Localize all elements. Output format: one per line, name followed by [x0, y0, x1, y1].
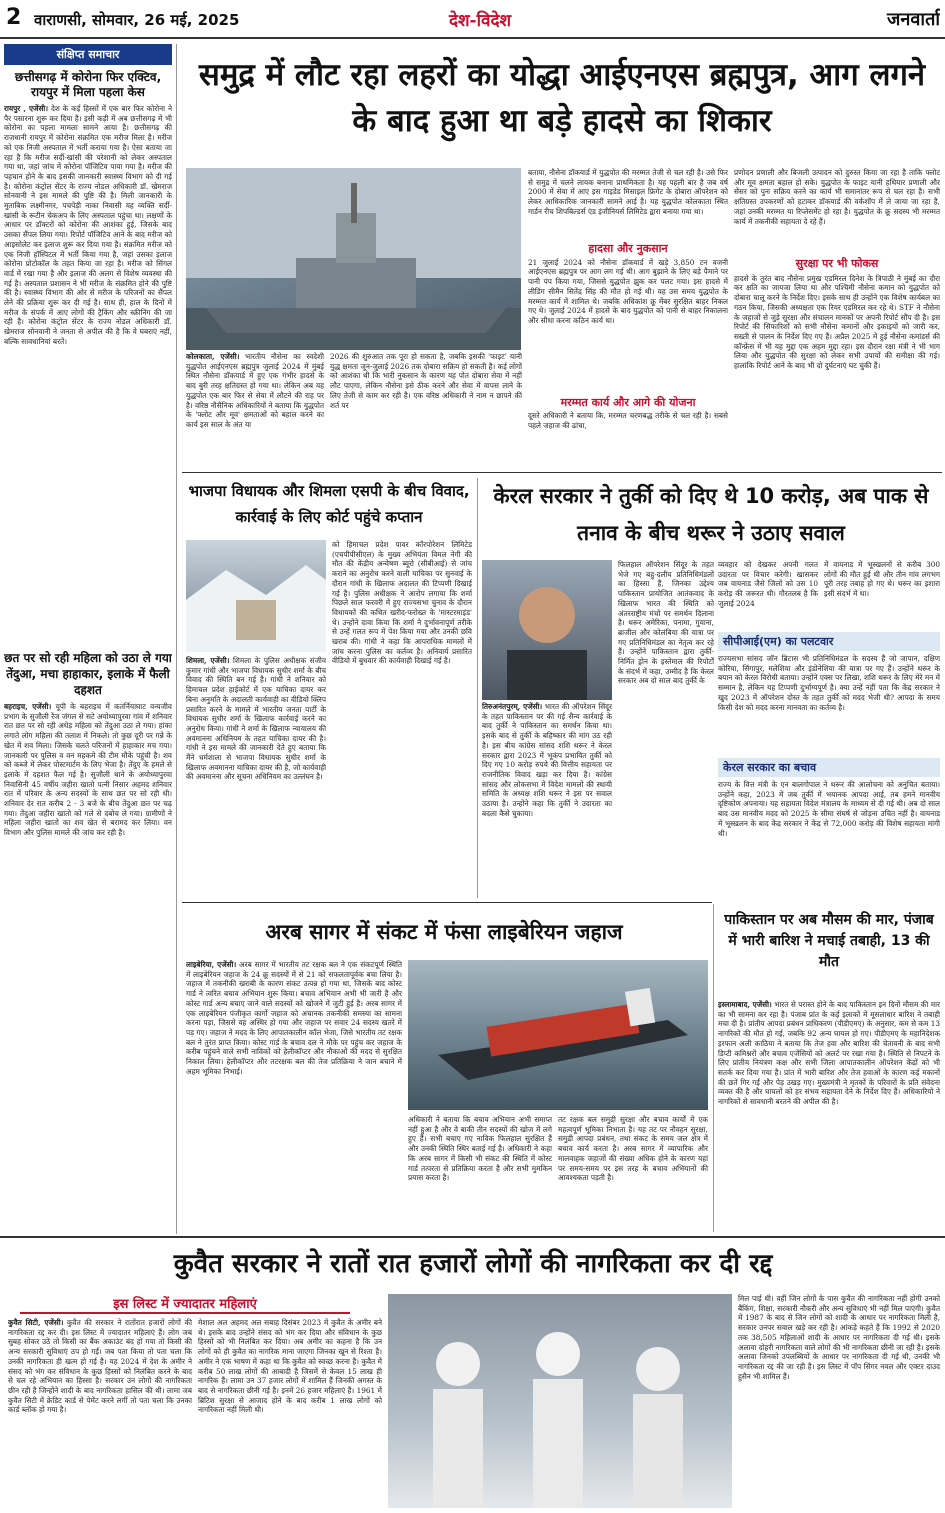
lead-col2: 2026 की शुरुआत तक पूरा हो सकता है, जबकि इसकी 'फाइट' यानी युद्ध क्षमता जून-जुलाई 2026 तक दोबारा सक्रिय हो सकती है। कई लोगों को आशंका थी कि भारी नुकसान के कारण यह पोत दोबारा सेवा में नहीं लौट पाएगा, लेकिन नौसेना इसे ठीक करने और सेवा में वापस लाने के लिए तेजी से काम कर रही है। एक वरिष्ठ अधिकारी ने नाम न छापने की शर्त पर: [330, 352, 522, 410]
section-name: देश-विदेश: [448, 11, 512, 31]
brief-story1-dateline: रायपुर , एजेंसी।: [4, 104, 49, 113]
snow-hills-illustration: [186, 540, 326, 652]
vertical-divider-mid: [477, 478, 478, 898]
masthead-rule: [0, 37, 945, 39]
liberia-col2: अधिकारी ने बताया कि बचाव अभियान अभी समाप्त नहीं हुआ है और वे बाकी तीन सदस्यों की खोज में लगे हुए हैं। सभी बचाए गए नाविक फिलहाल सुरक्षित हैं और उनकी स्थिति स्थिर बताई गई है। अधिकारी ने कहा कि अरब सागर में किसी भी संकट की स्थिति में कोस्ट गार्ड तत्परता से प्रतिक्रिया करता है और सभी मुमकिन प्रयास करता है।: [408, 1115, 552, 1183]
kuwait-dateline: कुवैत सिटी, एजेंसी।: [8, 1318, 64, 1327]
lead-col3: बताया, नौसेना डॉकयार्ड में युद्धपोत की मरम्मत तेजी से चल रही है। उसे फिर से समुद्र में चलने लायक बनाना प्राथमिकता है। यह पहली बार है जब वर्ष 2000 में सेवा में आए इस गाइडेड मिसाइल फ्रिगेट के दोबारा ऑपरेशन को लेकर आधिकारिक जानकारी सामने आई है। यह युद्धपोत कोलकाता स्थित गार्डन रीच शिपबिल्डर्स एंड इंजीनियर्स लिमिटेड द्वारा बनाया गया था। हादसा और नुकसान 21 जुलाई 2024 को नौसेना डॉकयार्ड में खड़े 3,850 टन वजनी आईएनएस ब्रह्मपुत्र पर आग लग गई थी। आग बुझाने के लिए बड़े पैमाने पर पानी पंप किया गया, जिससे युद्धपोत झुक कर पलट गया। इस हादसे में लीडिंग सीमैन सितेंद्र सिंह की मौत हो गई थी। वह उस समय युद्धपोत के मरम्मत कार्य में शामिल थे। जबकि अधिकांश क्रू मेंबर सुरक्षित बाहर निकल गए थे। जुलाई 2024 में हादसे के बाद युद्धपोत को पानी से बाहर निकालना और सीधा करना कठिन कार्य था। मरम्मत कार्य और आगे की योजना दूसरे अधिकारी ने बताया कि, मरम्मत चरणबद्ध तरीके से चल रही है। सबसे पहले जहाज की ढांचा,: [528, 168, 728, 431]
lead-subhead-accident: हादसा और नुकसान: [588, 242, 668, 255]
cpm-box: [718, 632, 940, 894]
person-illustration: [482, 560, 612, 700]
kuwait-photo: [388, 1294, 732, 1508]
liberia-col3: तट रक्षक बल समुद्री सुरक्षा और बचाव कार्यों में एक महत्वपूर्ण भूमिका निभाता है। यह तट पर नौवहन सुरक्षा, समुद्री आपदा प्रबंधन, तथा संकट के समय जल क्षेत्र में बचाव कार्य करता है। अरब सागर में व्यापारिक और मालवाहक जहाजों की संख्या अधिक होने के कारण यहां पर समय-समय पर इस तरह के बचाव अभियानों की आवश्यकता पड़ती है।: [558, 1115, 708, 1183]
kerala-col4: में वायनाड में भूस्खलनों से करीब 300 लोगों की मौत हुई थी और तीन गांव लगभग पूरी तरह तबाह हो गए थे। थरूर का इशारा इसी संदर्भ में था।: [824, 560, 940, 599]
lead-dateline: कोलकाता, एजेंसी।: [186, 352, 240, 361]
kerala-col3: व्यवहार को देखकर अपनी गलत उदारता पर विचार करेगी। खासकर जब वायनाड जैसे जिलों को उस 10 करोड़ की जरूरत थी। गौरतलब है कि जुलाई 2024: [718, 560, 818, 608]
kerala-dateline: तिरुअनंतपुरम्, एजेंसी।: [482, 702, 543, 711]
brief-story2-text: यूपी के बहराइच में कतर्नियाघाट वन्यजीव प्रभाग के सुजौली रेंज जंगल से सटे अयोध्यापुरवा गांव में शनिवार रात छत पर सो रही अधेड़ महिला को तेंदुआ उठा ले गया। हांका लगाते लोग महिला की तलाश में निकले। तो कुछ दूरी पर गन्ने के खेत में शव मिला। जिसके चलते परिजनों में हाहाकार मच गया। जानकारी पर पुलिस व वन महकमे की टीम मौके पहुंची है। शव को कब्जे में लेकर पोस्टमार्टम के लिए भेजा है। तेंदुए के हमले से इलाके में दहशत फैल गई है। सुजौली थाने के अयोध्यापुरवा निवासिनी 45 वर्षीय जहीरा खातो पत्नी निसार अहमद शनिवार रात में परिवार के अन्य सदस्यों के साथ छत पर सो रही थी। शनिवार देर रात करीब 2 - 3 बजे के बीच तेंदुआ छत पर चढ़ गया। तेंदुआ जहीरा खातो को गले से दबोच ले गया। ग्रामीणों ने महिला जहीरा खातो का शव खेत से बरामद कर लिया। वन विभाग और पुलिस मामले की जांच कर रही है।: [4, 702, 172, 838]
kerala-defence-heading: केरल सरकार का बचाव: [718, 758, 940, 777]
cargo-ship-illustration: [408, 960, 708, 1110]
brief-story1-headline: छत्तीसगढ़ में कोरोना फिर एक्टिव, रायपुर में मिला पहला केस: [14, 70, 162, 99]
lead-bottom-rule: [182, 472, 942, 473]
lead-subhead-repair: मरम्मत कार्य और आगे की योजना: [560, 395, 696, 409]
brief-story2-body: [4, 702, 172, 1202]
shimla-col1: शिमला, एजेंसी। शिमला के पुलिस अधीक्षक संजीव कुमार गांधी और भाजपा विधायक सुधीर शर्मा के बीच विवाद की स्थिति बन गई है। गांधी ने शनिवार को हिमाचल प्रदेश हाईकोर्ट में एक याचिका दायर कर बिना अनुमति के अदालती कार्यवाही का वीडियो क्लिप प्रसारित करने के मामले में भारतीय जनता पार्टी के विधायक सुधीर शर्मा के खिलाफ कार्रवाई करने का अनुरोध किया। गांधी ने शर्मा के खिलाफ न्यायालय की अवमानना अधिनियम के तहत याचिका दायर की है। गांधी ने इस मामले की जानकारी देते हुए बताया कि मैंने धर्मशाला से भाजपा विधायक सुधीर शर्मा के खिलाफ अवमानना याचिका दायर की है, जो कार्यवाही की अवमानना और सूचना अधिनियम का उल्लंघन है।: [186, 656, 326, 782]
pakistan-body: इस्लामाबाद, एजेंसी। भारत से परास्त होने के बाद पाकिस्तान इन दिनों मौसम की मार का भी सामना कर रहा है। पंजाब प्रांत के कई इलाकों में मूसलाधार बारिश ने तबाही मचा दी है। प्रांतीय आपदा प्रबंधन प्राधिकरण (पीडीएमए) के अनुसार, कम से कम 13 नागरिकों की मौत हो गई, जबकि 92 अन्य घायल हो गए। पीडीएमए के महानिदेशक इरफान अली काठिया ने बताया कि तेज हवा और बारिश की चेतावनी के बाद सभी डिप्टी कमिश्नरों और बचाव एजेंसियों को अलर्ट पर रखा गया है। स्थिति से निपटने के लिए प्रांतीय नियंत्रण कक्ष और सभी जिला आपातकालीन ऑपरेशन केंद्रों को भी सतर्क कर दिया गया है। प्रांत में भारी बारिश और तेज हवाओं के कारण कई मकानों की छतें गिर गईं और पेड़ उखड़ गए। मुख्यमंत्री ने मृतकों के परिवारों के प्रति संवेदना व्यक्त की है और घायलों को हर संभव सहायता देने के निर्देश दिए हैं। अधिकारियों ने नागरिकों से सावधानी बरतने की अपील की है।: [718, 1000, 940, 1107]
cpm-box-heading: सीपीआई(एम) का पलटवार: [718, 632, 940, 651]
kuwait-col3: मिल पाई थी। वहीं जिन लोगों के पास कुवैत की नागरिकता नहीं होगी उनको बैंकिंग, शिक्षा, सरकारी नौकरी और अन्य सुविधाएं भी नहीं मिल पाएंगी। कुवैत में 1987 के बाद से जिन लोगों को शादी के आधार पर नागरिकता मिली है, सरकार उनपर सवाल खड़े कर रही है। आंकड़े कहते हैं कि 1992 से 2020 तक 38,505 महिलाओं शादी के आधार पर नागरिकता दी गई थी। इसके अलावा दोहरी नागरिकता वाले लोगों की भी नागरिकता छीनी जा रही है। इसके अलावा जिनको उपलब्धियों के आधार पर नागरिकता दी गई थी, उनकी भी नागरिकता रद्द की जा रही है। इस लिस्ट में पॉप सिंगर नवल और एक्टर दाउद हुसैन भी शामिल हैं।: [738, 1294, 940, 1381]
kerala-col1: तिरुअनंतपुरम्, एजेंसी। भारत की ऑपरेशन सिंदूर के तहत पाकिस्तान पर की गई सैन्य कार्रवाई के बाद तुर्की ने पाकिस्तान का समर्थन किया था। इसके बाद से तुर्की के बहिष्कार की मांग उठ रही है। इस बीच कांग्रेस सांसद शशि थरूर ने केरल सरकार द्वारा 2023 में भूकंप प्रभावित तुर्की को दिए गए 10 करोड़ रुपये की वित्तीय सहायता पर राजनीतिक विवाद खड़ा कर दिया है। कांग्रेस सांसद और लोकसभा में विदेश मामलों की स्थायी समिति के अध्यक्ष शशि थरूर ने इस पर सवाल उठाया है। उन्होंने कहा कि तुर्की ने उदारता का बदला कैसे चुकाया।: [482, 702, 612, 818]
cpm-box-body: राज्यसभा सांसद जॉन ब्रिटास भी प्रतिनिधिमंडल के सदस्य हैं जो जापान, दक्षिण कोरिया, सिंगापुर, मलेशिया और इंडोनेशिया की यात्रा पर गए हैं। उन्होंने थरूर के बयान को केरल विरोधी बताया। उन्होंने एक्स पर लिखा, शशि थरूर के लिए मेरे मन में सम्मान है, लेकिन यह टिप्पणी दुर्भाग्यपूर्ण है। क्या उन्हें नहीं पता कि केंद्र सरकार ने खुद 2023 में ऑपरेशन दोस्त के तहत तुर्की को मदद भेजी थी? आपदा के समय किसी देश को मदद करना मानवता का कर्तव्य है।: [718, 654, 940, 712]
brief-story1-body: [4, 104, 172, 644]
shimla-dateline: शिमला, एजेंसी।: [186, 656, 230, 665]
vertical-divider-right: [713, 904, 714, 1232]
women-group-illustration: [388, 1294, 732, 1508]
liberia-col1: लाइबेरिया, एजेंसी। अरब सागर में भारतीय तट रक्षक बल ने एक संकटपूर्ण स्थिति में लाइबेरियन जहाज के 24 क्रू सदस्यों में से 21 को सफलतापूर्वक बचा लिया है। जहाज में तकनीकी खराबी के कारण संकट उत्पन्न हो गया था, जिसके बाद कोस्ट गार्ड ने त्वरित बचाव अभियान शुरू किया। बचाव अभियान अभी भी जारी है और कोस्ट गार्ड अन्य बचाए जाने वाले सदस्यों को खोजने में जुटी हुई है। अरब सागर में एक लाइबेरियन पंजीकृत कार्गो जहाज को अचानक तकनीकी समस्या का सामना करना पड़ा, जिससे वह अस्थिर हो गया और जहाज पर सवार 24 सदस्य खतरे में पड़ गए। जहाज ने मदद के लिए आपातकालीन कॉल भेजा, जिसे भारतीय तट रक्षक बल ने तुरंत प्राप्त किया। कोस्ट गार्ड के बचाव दल ने मौके पर पहुंच कर जहाज के करीब पहुंचने वाले सभी नाविकों को हेलीकॉप्टर और नौकाओं की मदद से सुरक्षित निकाल लिया। हेलीकॉप्टर और तटरक्षक बल की तेज प्रतिक्रिया ने जान बचाने में अहम भूमिका निभाई।: [186, 960, 402, 1076]
kuwait-col1: कुवैत सिटी, एजेंसी। कुवैत की सरकार ने रातोंरात हजारों लोगों की नागरिकता रद्द कर दी। इस लिस्ट में ज्यादातर महिलाएं हैं। लोग जब सुबह सोकर उठे तो किसी का बैंक अकाउंट बंद हो गया तो किसी की अन्य सरकारी सुविधाएं ठप हो गईं। जब पता किया तो पता चला कि उनकी नागरिकता ही खत्म हो गई है। यह 2024 में देश के अमीर ने संसद को भंग कर संविधान के कुछ हिस्सों को निलंबित करने के बाद से चल रहे अभियान का हिस्सा है। सरकार उन लोगों की नागरिकता छीन रही है जिन्होंने शादी के बाद नागरिकता हासिल की थी। लामा जब कुवैत सिटी में क्रेडिट कार्ड से पेमेंट करने लगीं तो पता चला कि उनका कार्ड ब्लॉक हो गया है।: [8, 1318, 192, 1415]
brief-story1-text: देश के कई हिस्सों में एक बार फिर कोरोना ने पैर पसारना शुरू कर दिया है। इसी कड़ी में अब छत्तीसगढ़ में भी कोरोना का पहला मामला सामने आया है। छत्तीसगढ़ की राजधानी रायपुर में कोरोना संक्रमित एक मरीज मिला है। मरीज को एक निजी अस्पताल में भर्ती कराया गया है। ऐसा बताया जा रहा है कि मरीज सर्दी-खांसी की परेशानी को लेकर अस्पताल गया था, जहां जांच में कोरोना पॉजिटिव पाया गया है। मरीज की पहचान होने के बाद इसकी जानकारी स्वास्थ्य विभाग को दी गई है। कोरोना कंट्रोल सेंटर के राज्य नोडल अधिकारी डॉ. खेमराज सोनवानी ने इस मामले की पुष्टि की है। मिली जानकारी के मुताबिक लक्ष्मीनगर, पचपेड़ी नाका निवासी यह व्यक्ति सर्दी-खांसी के रूटीन चेकअप के लिए अस्पताल पहुंचा था। लक्षणों के आधार पर डॉक्टरों को कोरोना की आशंका हुई, जिसके बाद उसका सैंपल लिया गया। रिपोर्ट पॉजिटिव आने के बाद मरीज को आइसोलेट कर इलाज शुरू कर दिया गया है। संक्रमित मरीज को एक निजी हॉस्पिटल में भर्ती किया गया है, जहां उसका इलाज कोरोना प्रोटोकॉल के तहत किया जा रहा है। मरीज को सिंगल वार्ड में रखा गया है और इलाज की अलग से विशेष व्यवस्था की गई है। अस्पताल प्रशासन ने भी मरीज के संक्रमित होने की पुष्टि की है। स्वास्थ्य विभाग की ओर से मरीज के परिजनों का सैंपल लेने की प्रक्रिया शुरू कर दी गई है। साथ ही, हाल के दिनों में मरीज के संपर्क में आए लोगों की ट्रैकिंग और स्क्रीनिंग की जा रही है। कोरोना कंट्रोल सेंटर के राज्य नोडल अधिकारी डॉ. खेमराज सोनवानी ने जनता से अपील की है कि वे घबराएं नहीं, बल्कि सावधानियां बरतें।: [4, 104, 172, 346]
kerala-defence-body: राज्य के वित्त मंत्री के एन बालगोपाल ने थरूर की आलोचना को अनुचित बताया। उन्होंने कहा, 2023 में जब तुर्की में भयानक आपदा आई, तब हमने मानवीय दृष्टिकोण अपनाया। यह सहायता विदेश मंत्रालय के माध्यम से दी गई थी। अब दो साल बाद उस मानवीय मदद को 2025 के सीमा संघर्ष से जोड़ना उचित नहीं है। वायनाड में भूस्खलन के बाद केंद्र सरकार ने केंद्र से 72,000 करोड़ की विशेष सहायता मांगी थी।: [718, 780, 940, 838]
kerala-col2: फिलहाल ऑपरेशन सिंदूर के तहत भेजे गए बहु-दलीय प्रतिनिधिमंडलों का हिस्सा हैं, जिनका उद्देश्य पाकिस्तान प्रायोजित आतंकवाद के खिलाफ भारत की स्थिति को अंतरराष्ट्रीय मंचों पर समर्थन दिलाना है। थरूर अमेरिका, पनामा, गुयाना, ब्राजील और कोलंबिया की यात्रा पर गए प्रतिनिधिमंडल का नेतृत्व कर रहे हैं। उन्होंने पाकिस्तान द्वारा तुर्की-निर्मित ड्रोन के इस्तेमाल की रिपोर्टों के संदर्भ में कहा, उम्मीद है कि केरल सरकार अब दो साल बाद तुर्की के: [618, 560, 714, 686]
kuwait-subhead: इस लिस्ट में ज्यादातर महिलाएं: [20, 1294, 350, 1314]
brief-label: संक्षिप्त समाचार: [4, 44, 172, 65]
ship-photo: [408, 960, 708, 1110]
warship-illustration: [186, 168, 521, 350]
lower-rule: [0, 1236, 945, 1238]
shimla-photo: [186, 540, 326, 652]
warship-photo: [186, 168, 521, 350]
kerala-headline: केरल सरकार ने तुर्की को दिए थे 10 करोड़, अब पाक से तनाव के बीच थरूर ने उठाए सवाल: [493, 484, 929, 545]
tharoor-photo: [482, 560, 612, 700]
page-number: 2: [6, 5, 22, 30]
liberia-headline: अरब सागर में संकट में फंसा लाइबेरियन जहाज: [265, 920, 623, 944]
pakistan-dateline: इस्लामाबाद, एजेंसी।: [718, 1000, 772, 1009]
brief-news-column: [4, 44, 172, 1234]
lead-col4: प्रणोदन प्रणाली और बिजली उत्पादन को दुरुस्त किया जा रहा है ताकि फ्लोट और मूव क्षमता बहाल हो सके। युद्धपोत के फाइट यानी हथियार प्रणाली और सेंसर को पुनः सक्रिय करने का कार्य भी समानांतर रूप से चल रहा है। सभी क्षतिग्रस्त उपकरणों को हटाकर डॉकयार्ड की वर्कशॉप में ले जाया जा रहा है, जहां उनकी मरम्मत या रिप्लेसमेंट हो रहा है। युद्धपोत के क्रू सदस्य भी मरम्मत कार्य में तकनीकी सहायता दे रहे हैं। सुरक्षा पर भी फोकस हादसे के तुरंत बाद नौसेना प्रमुख एडमिरल दिनेश के त्रिपाठी ने मुंबई का दौरा कर क्षति का जायजा लिया था और पश्चिमी नौसेना कमान को युद्धपोत को दोबारा चालू करने के निर्देश दिए। इसके साथ ही उन्होंने एक विशेष कार्यबल का गठन किया, जिसकी अध्यक्षता एक रियर एडमिरल कर रहे थे। STF ने नौसेना के जहाजों से जुड़े सुरक्षा और संचालन मानकों पर अपनी रिपोर्ट सौंप दी है। इस रिपोर्ट की सिफारिशों को सभी नौसेना कमानों और इकाइयों को जारी कर, सख्ती से पालन के निर्देश दिए गए हैं। अप्रैल 2025 में हुई नौसेना कमांडर्स की कॉन्फ्रेंस में भी यह मुद्दा एक अहम मुद्दा रहा। इस दौरान रक्षा मंत्री ने भी भाग लिया और युद्धपोत की सुरक्षा को लेकर सभी उपायों की समीक्षा की गई। हालांकि रिपोर्ट आने के बाद भी दो दुर्घटनाएं घट चुकी हैं।: [734, 168, 940, 371]
shimla-col2: को हिमाचल प्रदेश पावर कॉरपोरेशन लिमिटेड (एचपीपीसीएल) के मुख्य अभियंता विमल नेगी की मौत की केंद्रीय अन्वेषण ब्यूरो (सीबीआई) से जांच कराने का अनुरोध करने वाली याचिका पर सुनवाई के दौरान गांधी के खिलाफ अदालत की टिप्पणी दिखाई गई है। पुलिस अधीक्षक ने आरोप लगाया कि शर्मा पिछले साल फरवरी में हुए राज्यसभा चुनाव के दौरान विधायकों की कथित खरीद-फरोख्त के 'मास्टरमाइंड' थे। उन्होंने दावा किया कि शर्मा ने दुर्भावनापूर्ण तरीके से उन्हें गलत रूप में पेश किया गया और उनकी छवि खराब की। गांधी ने कहा कि आपराधिक मामलों में जांच करना पुलिस का कर्तव्य है। अनिवार्य प्रसारित वीडियो में बुधवार की कार्यवाही दिखाई गई है।: [332, 540, 472, 666]
brief-story2-dateline: बहराइच, एजेंसी।: [4, 702, 52, 711]
kuwait-headline: कुवैत सरकार ने रातों रात हजारों लोगों की नागरिकता कर दी रद्द: [173, 1249, 773, 1279]
sidebar-divider: [176, 44, 177, 1234]
lead-col1: कोलकाता, एजेंसी। भारतीय नौसेना का स्वदेशी युद्धपोत आईएनएस ब्रह्मपुत्र जुलाई 2024 में मुंबई स्थित नौसेना डॉकयार्ड में हुए एक गंभीर हादसे के बाद बुरी तरह क्षतिग्रस्त हो गया था। लेकिन अब यह युद्धपोत एक बार फिर से सेवा में लौटने की राह पर है। वरिष्ठ नौसैनिक अधिकारियों ने बताया कि युद्धपोत के 'फ्लोट और मूव' क्षमताओं को बहाल करने का कार्य इस साल के अंत या: [186, 352, 324, 429]
shimla-headline: भाजपा विधायक और शिमला एसपी के बीच विवाद, कार्रवाई के लिए कोर्ट पहुंचे कप्तान: [188, 482, 470, 526]
paper-name: जनवार्ता: [887, 9, 940, 30]
masthead: [0, 0, 945, 40]
pakistan-headline: पाकिस्तान पर अब मौसम की मार, पंजाब में भारी बारिश ने मचाई तबाही, 13 की मौत: [724, 912, 934, 970]
mid-rule: [182, 902, 712, 903]
kuwait-col2: मेशाल अल अहमद अल सबाह दिसंबर 2023 में कुवैत के अमीर बने थे। इसके बाद उन्होंने संसद को भंग कर दिया और संविधान के कुछ हिस्सों को भी निलंबित कर दिया। अब अमीर का कहना है कि उन लोगों को ही कुवैत का नागरिक माना जाएगा जिनका खून से रिश्ता है। अमीर ने एक भाषण में कहा था कि कुवैत को स्वच्छ करना है। कुवैत में करीब 50 लाख लोगों की आबादी है जिसमें से केवल 15 लाख ही नागरिक हैं। लामा उन 37 हजार लोगों में शामिल हैं जिनकी अगस्त के बाद से नागरिकता छीनी गई है। इनमें 26 हजार महिलाएं हैं। 1961 में ब्रिटिश सुरक्षा से आजाद होने के बाद करीब 1 लाख लोगों को नागरिकता नहीं मिली थी।: [198, 1318, 382, 1415]
liberia-dateline: लाइबेरिया, एजेंसी।: [186, 960, 237, 969]
date-line: वाराणसी, सोमवार, 26 मई, 2025: [34, 11, 240, 29]
brief-story2-headline: छत पर सो रही महिला को उठा ले गया तेंदुआ, मचा हाहाकार, इलाके में फैली दहशत: [4, 651, 172, 697]
lead-subhead-safety: सुरक्षा पर भी फोकस: [795, 257, 879, 270]
lead-headline: समुद्र में लौट रहा लहरों का योद्धा आईएनएस ब्रह्मपुत्र, आग लगने के बाद हुआ था बड़े हादसे का शिकार: [198, 57, 926, 139]
